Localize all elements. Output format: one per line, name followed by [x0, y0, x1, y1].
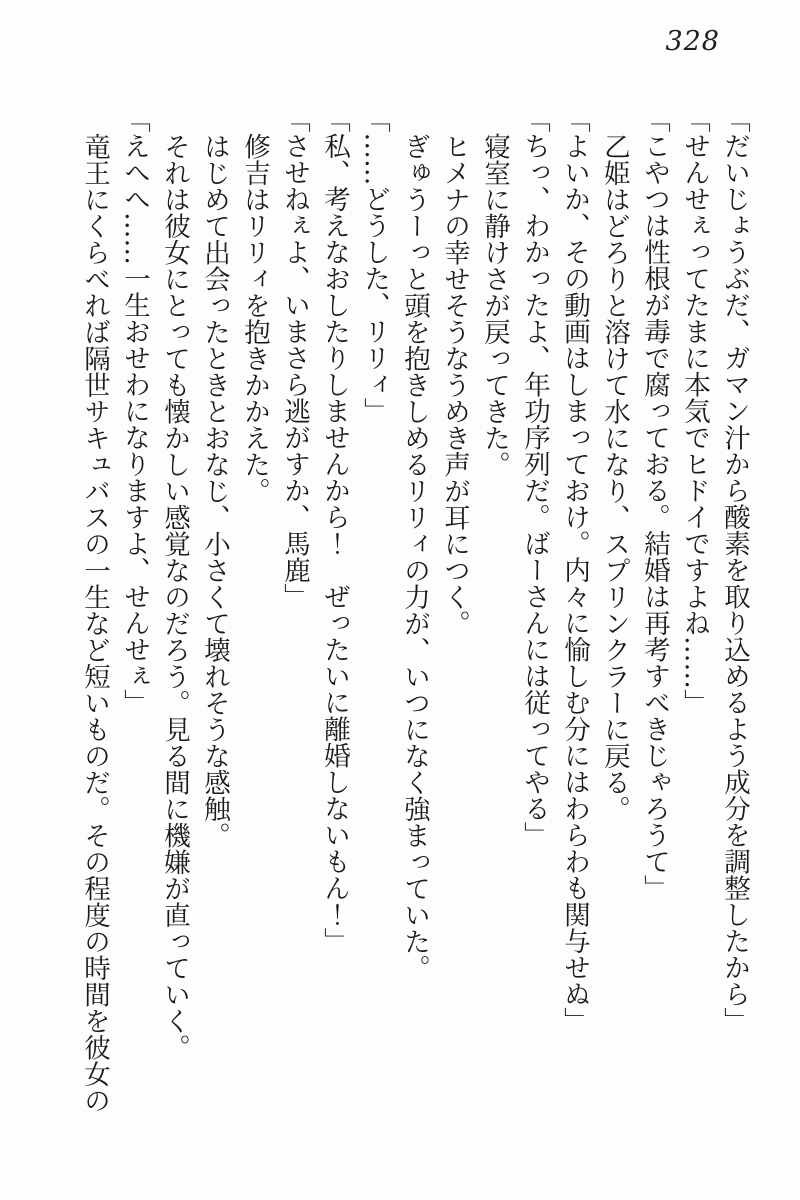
- text-line: 修吉はリリィを抱きかかえた。: [239, 132, 270, 504]
- text-line: 乙姫はどろりと溶けて水になり、スプリンクラーに戻る。: [599, 132, 630, 822]
- text-line: ヒメナの幸せそうなうめき声が耳につく。: [439, 132, 470, 636]
- text-line: 寝室に静けさが戻ってきた。: [479, 132, 510, 477]
- text-line: 「だいじょうぶだ、ガマン汁から酸素を取り込めるよう成分を調整したから」: [719, 106, 750, 1034]
- text-line: 「よいか、その動画はしまっておけ。内々に愉しむ分にはわらわも関与せぬ」: [559, 106, 590, 1034]
- text-line: 「させねぇよ、いまさら逃がすか、馬鹿」: [279, 106, 310, 610]
- text-line: 竜王にくらべれば隔世サキュバスの一生など短いものだ。その程度の時間を彼女の: [79, 132, 110, 1113]
- text-line: 「……どうした、リリィ」: [359, 106, 390, 424]
- text-line: それは彼女にとっても懐かしい感覚なのだろう。見る間に機嫌が直っていく。: [159, 132, 190, 1060]
- text-line: 「ちっ、わかったよ、年功序列だ。ばーさんには従ってやる」: [519, 106, 550, 848]
- text-line: 「せんせぇってたまに本気でヒドイですよね……」: [679, 106, 710, 716]
- page-number: 328: [665, 26, 720, 57]
- text-line: 「えへへ……一生おせわになりますよ、せんせぇ」: [119, 106, 150, 716]
- text-line: 「私、考えなおしたりしませんから！ ぜったいに離婚しないもん！」: [319, 106, 350, 954]
- text-line: ぎゅうーっと頭を抱きしめるリリィの力が、いつになく強まっていた。: [399, 132, 430, 981]
- text-line: 「こやつは性根が毒で腐っておる。結婚は再考すべきじゃろうて」: [639, 106, 670, 901]
- vertical-text-block: [74, 106, 754, 1126]
- text-line: はじめて出会ったときとおなじ、小さくて壊れそうな感触。: [199, 132, 230, 848]
